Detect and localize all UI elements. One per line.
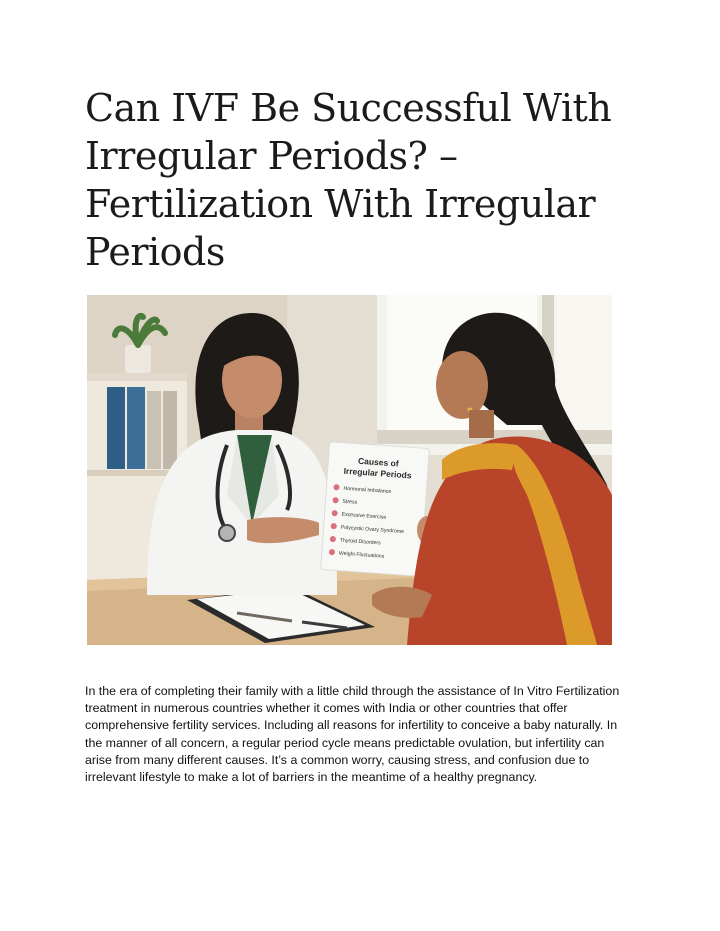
card-title-line2: Irregular Periods (343, 465, 412, 481)
svg-text:Excessive Exercise: Excessive Exercise (341, 511, 387, 521)
svg-text:Polycystic Ovary Syndrome: Polycystic Ovary Syndrome (340, 524, 405, 536)
causes-card (321, 442, 430, 577)
article-body: In the era of completing their family with a little child through the assistance of In Vitro Fertilization treatment in numerous countries whether it comes with India or other countries that offer comprehensive fertility services. Including all reasons for infertility to conceive a baby naturally. In the manner of all concern, a regular period cycle means predictable ovulation, but infertility can arise from many different causes. It’s a common worry, causing stress, and confusion due to irrelevant lifestyle to make a lot of barriers in the meantime of a healthy pregnancy. (85, 684, 620, 785)
svg-text:Stress: Stress (342, 498, 358, 506)
card-title-line1: Causes of (357, 455, 399, 469)
page-title: Can IVF Be Successful With Irregular Periods? – Fertilization With Irregular Periods (85, 86, 612, 274)
hero-image (87, 295, 612, 645)
svg-text:Hormonal Imbalance: Hormonal Imbalance (343, 485, 392, 496)
svg-text:Weight Fluctuations: Weight Fluctuations (338, 550, 385, 560)
svg-text:Thyroid Disorders: Thyroid Disorders (339, 537, 381, 547)
